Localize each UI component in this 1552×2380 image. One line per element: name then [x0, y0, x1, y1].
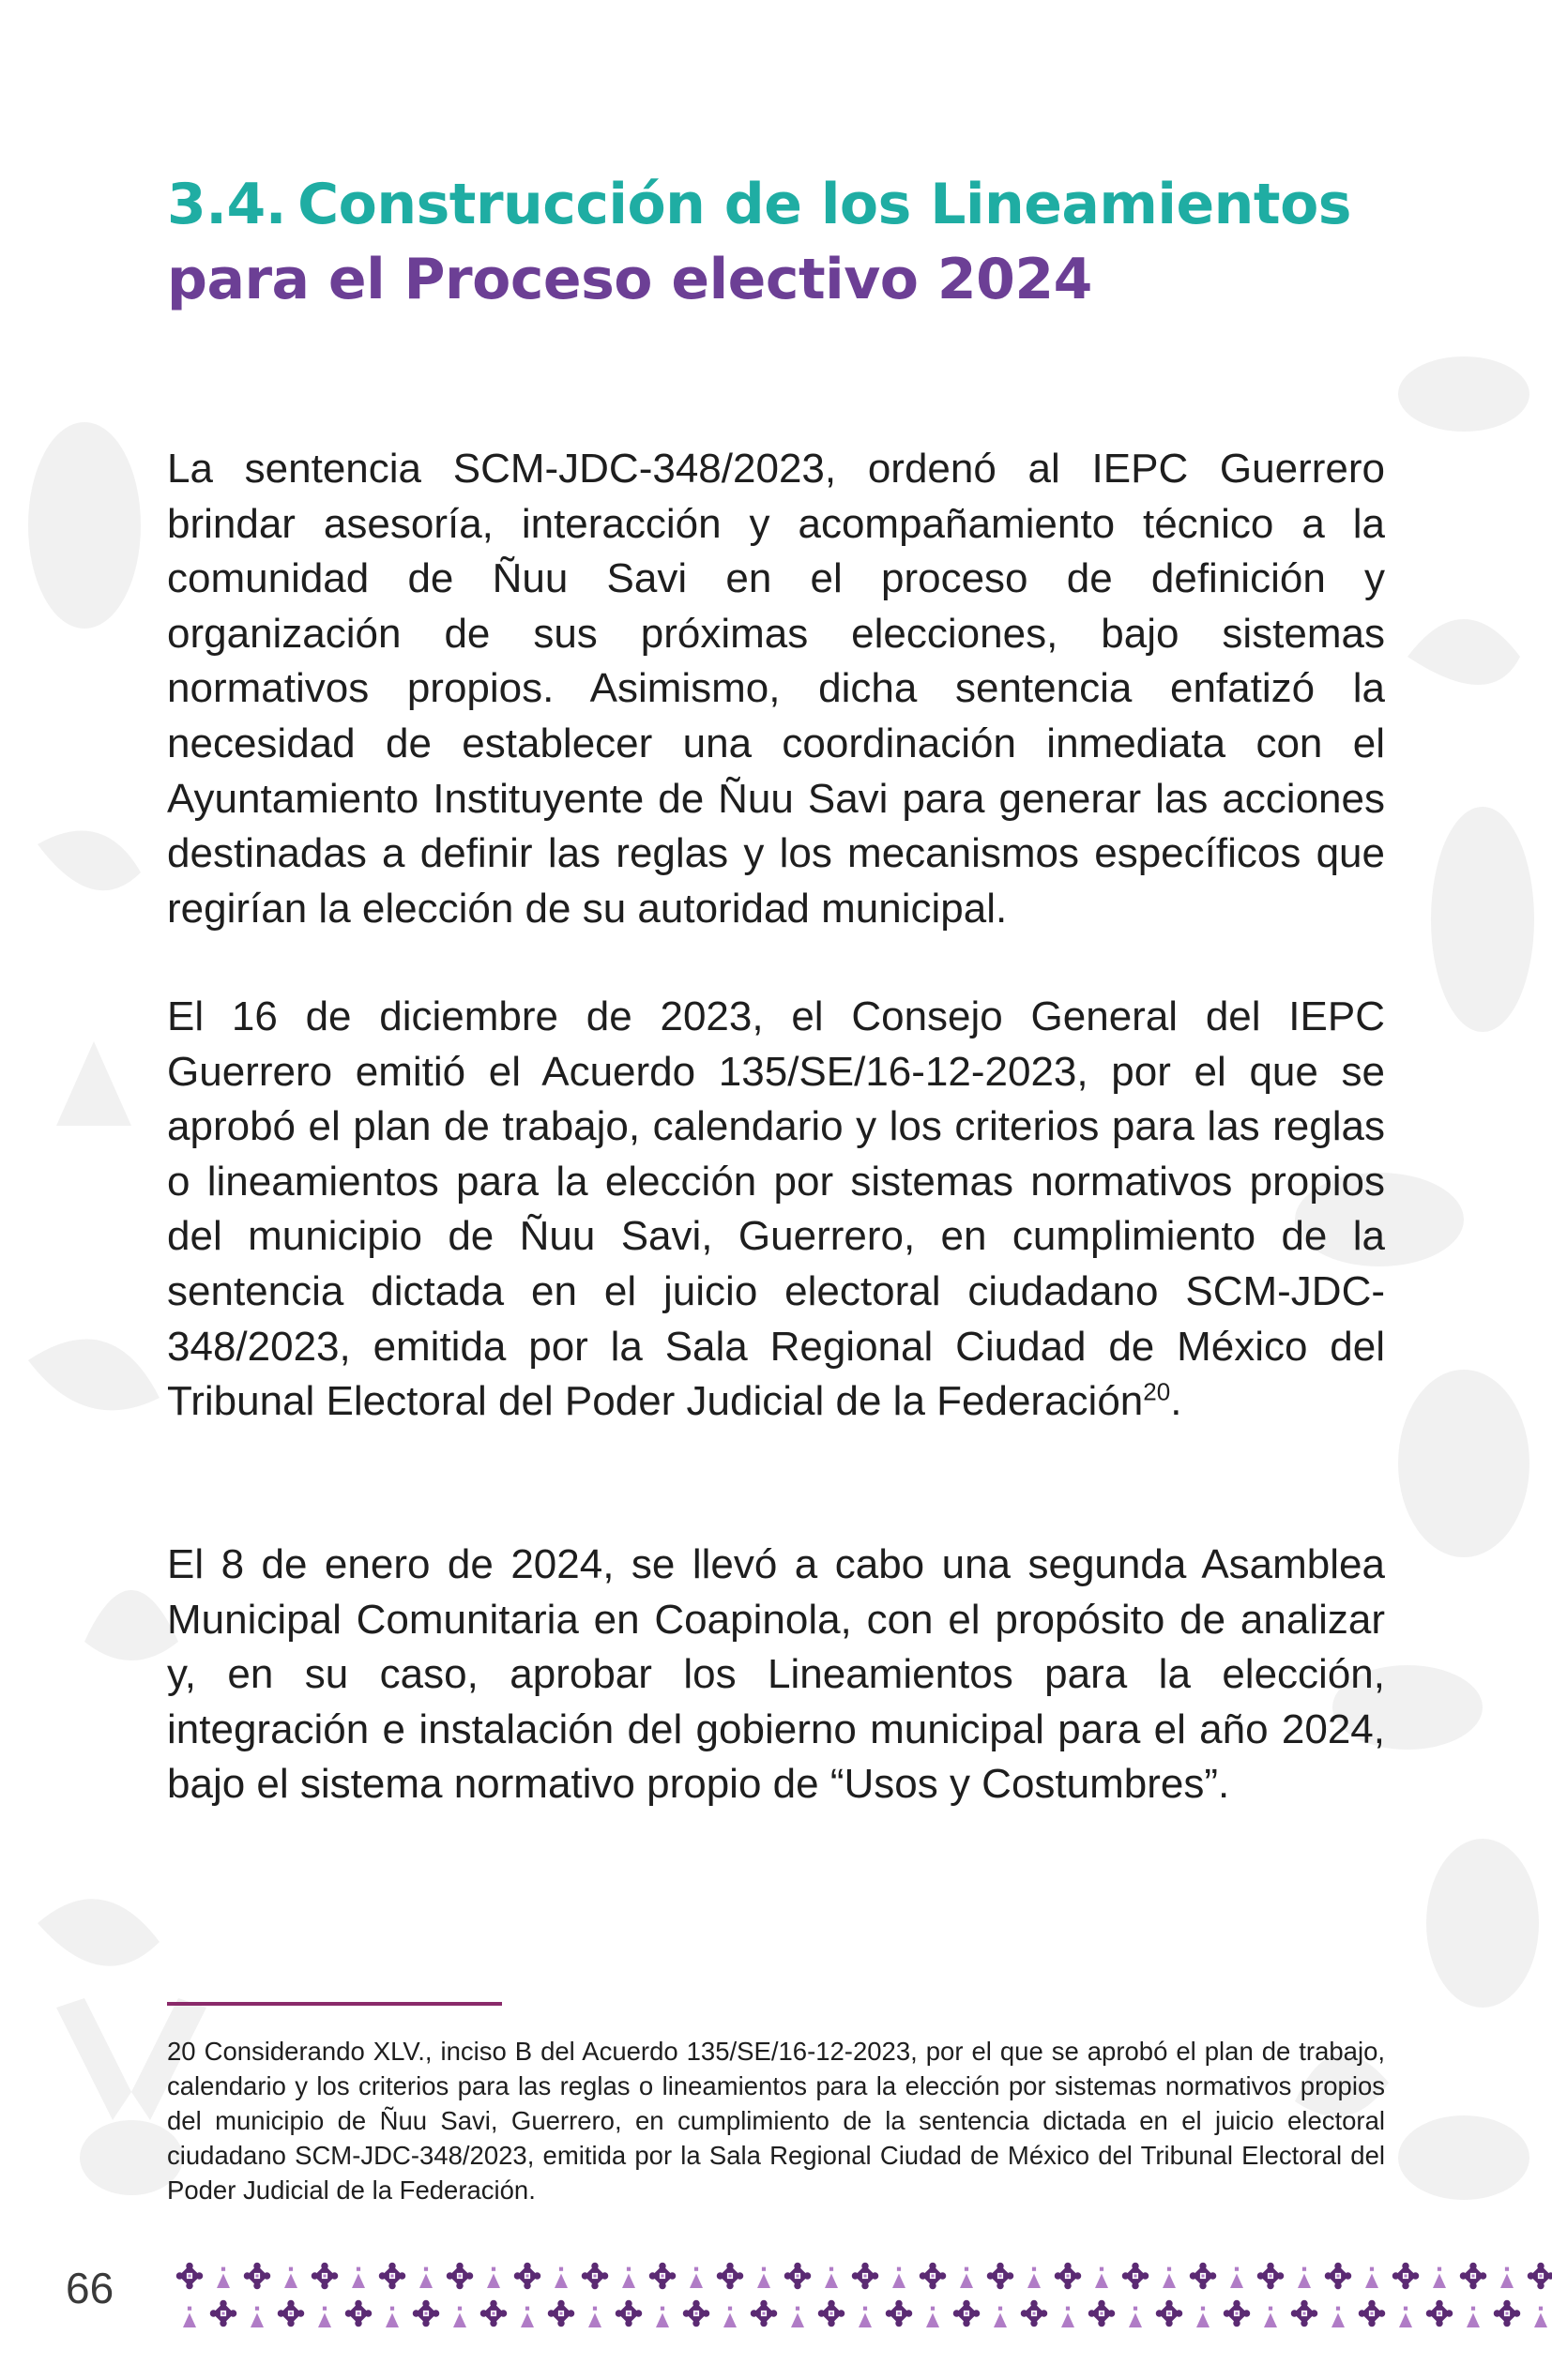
footnote-text: Considerando XLV., inciso B del Acuerdo 135/SE/16-12-2023, por el que se aprobó el plan de trabajo, calendario y los criterios para las reglas o lineamientos para la elección por sistemas normativos propios del municipio de Ñuu Savi, Guerrero, en cumplimiento de la sentencia dictada en el juicio electoral ciudadano SCM-JDC-348/2023, emitida por la Sala Regional Ciudad de México del Tribunal Electoral del Poder Judicial de la Federación. — [167, 2037, 1386, 2205]
section-number: 3.4. — [167, 172, 287, 237]
embroidery-border-icon — [169, 2253, 1552, 2338]
paragraph-2-text: El 16 de diciembre de 2023, el Consejo General del IEPC Guerrero emitió el Acuerdo 135/SE/16-12-2023, por el que se aprobó el plan de trabajo, calendario y los criterios para las reglas o lineamientos para la elección por sistemas normativos propios del municipio de Ñuu Savi, Guerrero, en cumplimiento de la sentencia dictada en el juicio electoral ciudadano SCM-JDC-348/2023, emitida por la Sala Regional Ciudad de México del Tribunal Electoral del Poder Judicial de la Federación — [167, 993, 1385, 1425]
footnote — [167, 2034, 1385, 2207]
footnote-number: 20 — [167, 2037, 196, 2066]
heading-teal-text: Construcción de los Lineamientos — [297, 172, 1352, 237]
page-number: 66 — [66, 2264, 114, 2312]
paragraph-1: La sentencia SCM-JDC-348/2023, ordenó al IEPC Guerrero brindar asesoría, interacción y acompañamiento técnico a la comunidad de Ñuu Savi en el proceso de definición y organización de sus próximas elecciones, bajo sistemas normativos propios. Asimismo, dicha sentencia enfatizó la necesidad de establecer una coordinación inmediata con el Ayuntamiento Instituyente de Ñuu Savi para generar las acciones destinadas a definir las reglas y los mecanismos específicos que regirían la elección de su autoridad municipal. — [167, 446, 1385, 932]
footnote-divider — [167, 2002, 502, 2006]
section-heading — [167, 167, 1385, 317]
paragraph-2 — [167, 990, 1385, 1430]
footnote-reference[interactable]: 20 — [1143, 1377, 1171, 1406]
paragraph-3: El 8 de enero de 2024, se llevó a cabo una segunda Asamblea Municipal Comunitaria en Coapinola, con el propósito de analizar y, en su caso, aprobar los Lineamientos para la elección, integración e instalación del gobierno municipal para el año 2024, bajo el sistema normativo propio de “Usos y Costumbres”. — [167, 1541, 1385, 1808]
paragraph-2-period: . — [1170, 1378, 1182, 1425]
heading-purple-text: para el Proceso electivo 2024 — [167, 247, 1092, 312]
